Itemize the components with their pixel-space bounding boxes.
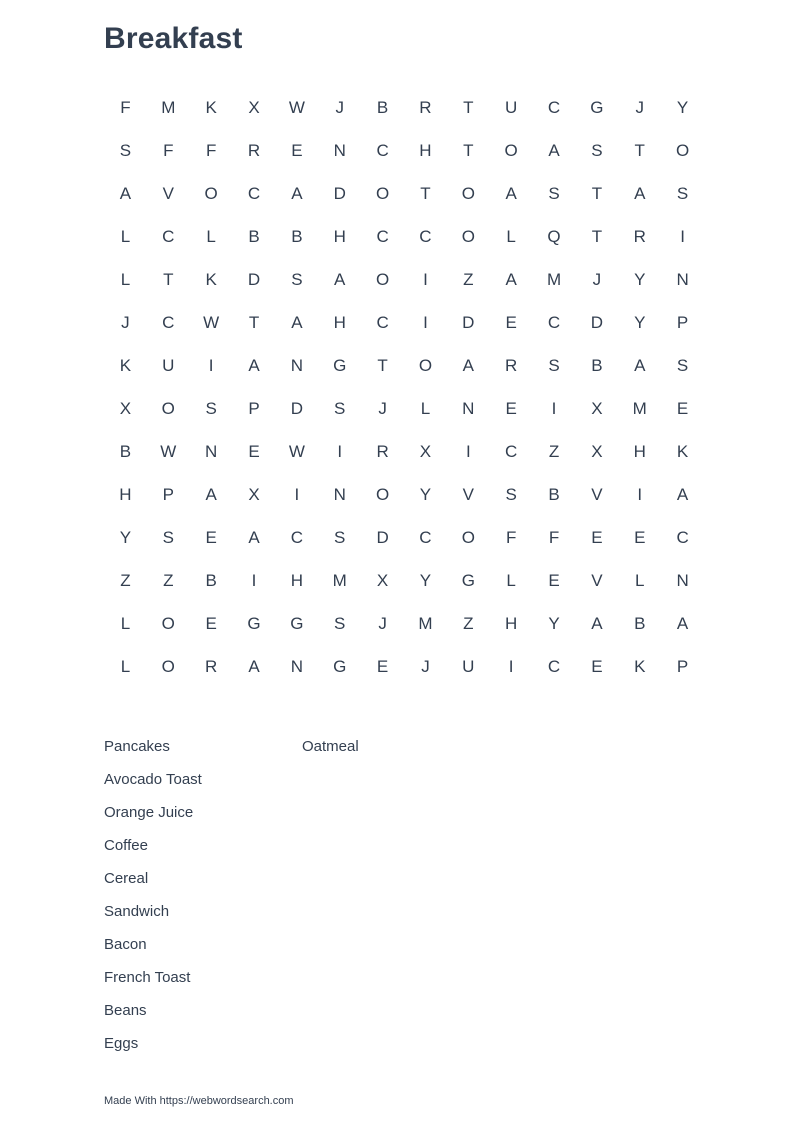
grid-cell[interactable]: Z <box>163 570 174 590</box>
grid-cell[interactable]: F <box>505 527 517 547</box>
grid-cell[interactable]: J <box>378 613 387 633</box>
grid-cell[interactable]: B <box>376 97 389 117</box>
word-list-item[interactable]: Orange Juice <box>104 804 194 821</box>
grid-cell[interactable]: O <box>461 527 475 547</box>
grid-cell[interactable]: D <box>462 312 475 332</box>
grid-cell[interactable]: T <box>248 312 260 332</box>
grid-cell[interactable]: L <box>206 226 216 246</box>
grid-cell[interactable]: I <box>294 484 300 504</box>
grid-cell[interactable]: S <box>162 527 174 547</box>
grid-cell[interactable]: S <box>548 355 560 375</box>
grid-cell[interactable]: I <box>423 269 428 289</box>
word-search-grid <box>104 86 704 688</box>
grid-cell[interactable]: E <box>676 398 689 418</box>
grid-cell[interactable]: Q <box>547 226 561 246</box>
grid-row <box>104 301 704 344</box>
grid-cell[interactable]: T <box>163 269 174 289</box>
grid-cell[interactable]: J <box>121 312 130 332</box>
grid-cell[interactable]: A <box>205 484 217 504</box>
grid-cell[interactable]: C <box>547 312 561 332</box>
grid-cell[interactable]: B <box>119 441 132 461</box>
grid-cell[interactable]: X <box>591 398 603 418</box>
grid-cell[interactable]: A <box>676 484 689 504</box>
grid-cell[interactable]: X <box>591 441 603 461</box>
grid-cell[interactable]: I <box>680 226 685 246</box>
grid-row <box>104 215 704 258</box>
grid-cell[interactable]: I <box>465 441 471 461</box>
grid-cell[interactable]: L <box>420 398 431 418</box>
page-title: Breakfast <box>104 22 243 55</box>
grid-cell[interactable]: S <box>334 398 346 418</box>
grid-cell[interactable]: R <box>505 355 518 375</box>
grid-cell[interactable]: X <box>248 484 260 504</box>
grid-cell[interactable]: E <box>591 656 603 676</box>
grid-cell[interactable]: J <box>635 97 644 117</box>
grid-cell[interactable]: F <box>120 97 131 117</box>
grid-row <box>104 129 704 172</box>
grid-cell[interactable]: Z <box>548 441 560 461</box>
grid-cell[interactable]: G <box>333 355 347 375</box>
grid-cell[interactable]: C <box>547 97 561 117</box>
grid-cell[interactable]: L <box>635 570 645 590</box>
grid-cell[interactable]: S <box>334 613 346 633</box>
grid-cell[interactable]: V <box>591 484 603 504</box>
grid-cell[interactable]: Y <box>119 527 132 547</box>
grid-cell[interactable]: J <box>378 398 387 418</box>
grid-cell[interactable]: L <box>120 656 131 676</box>
grid-cell[interactable]: Y <box>634 312 646 332</box>
grid-cell[interactable]: O <box>375 484 390 504</box>
grid-cell[interactable]: F <box>548 527 560 547</box>
grid-cell[interactable]: G <box>333 656 347 676</box>
grid-cell[interactable]: D <box>290 398 303 418</box>
grid-row <box>104 430 704 473</box>
grid-cell[interactable]: C <box>162 312 175 332</box>
grid-cell[interactable]: T <box>420 183 431 203</box>
grid-cell[interactable]: B <box>591 355 603 375</box>
grid-cell[interactable]: M <box>418 613 433 633</box>
grid-cell[interactable]: K <box>119 355 132 375</box>
grid-cell[interactable]: S <box>334 527 346 547</box>
grid-cell[interactable]: O <box>418 355 433 375</box>
grid-cell[interactable]: A <box>334 269 346 289</box>
word-list-item[interactable]: Eggs <box>104 1035 139 1052</box>
grid-cell[interactable]: O <box>161 398 175 418</box>
grid-cell[interactable]: O <box>461 226 475 246</box>
grid-cell[interactable]: W <box>288 97 305 117</box>
grid-cell[interactable]: A <box>548 140 560 160</box>
grid-cell[interactable]: N <box>205 441 218 461</box>
word-list <box>104 730 704 1070</box>
grid-cell[interactable]: G <box>590 97 604 117</box>
word-list-item[interactable]: Cereal <box>104 870 149 887</box>
grid-cell[interactable]: Z <box>463 269 474 289</box>
grid-cell[interactable]: A <box>505 183 517 203</box>
grid-cell[interactable]: Y <box>676 97 689 117</box>
grid-cell[interactable]: T <box>463 140 474 160</box>
grid-cell[interactable]: K <box>205 97 217 117</box>
grid-cell[interactable]: T <box>591 183 603 203</box>
grid-cell[interactable]: C <box>376 140 389 160</box>
grid-cell[interactable]: N <box>676 570 689 590</box>
grid-cell[interactable]: C <box>419 226 432 246</box>
grid-cell[interactable]: X <box>376 570 389 590</box>
grid-cell[interactable]: A <box>248 656 260 676</box>
grid-cell[interactable]: L <box>120 613 131 633</box>
grid-cell[interactable]: C <box>676 527 689 547</box>
grid-cell[interactable]: Y <box>419 570 432 590</box>
word-list-item[interactable]: Avocado Toast <box>104 771 202 788</box>
grid-cell[interactable]: A <box>462 355 474 375</box>
grid-cell[interactable]: S <box>676 355 689 375</box>
grid-cell[interactable]: S <box>505 484 517 504</box>
grid-cell[interactable]: H <box>333 312 346 332</box>
grid-cell[interactable]: G <box>290 613 304 633</box>
grid-cell[interactable]: M <box>632 398 647 418</box>
grid-cell[interactable]: J <box>335 97 344 117</box>
grid-cell[interactable]: O <box>675 140 690 160</box>
grid-cell[interactable]: N <box>333 140 346 160</box>
grid-cell[interactable]: O <box>161 613 175 633</box>
grid-cell[interactable]: X <box>248 97 260 117</box>
grid-cell[interactable]: O <box>161 656 175 676</box>
grid-cell[interactable]: F <box>205 140 217 160</box>
grid-cell[interactable]: P <box>248 398 260 418</box>
grid-cell[interactable]: I <box>337 441 343 461</box>
grid-cell[interactable]: P <box>676 312 689 332</box>
grid-cell[interactable]: D <box>590 312 604 332</box>
grid-cell[interactable]: V <box>162 183 174 203</box>
grid-cell[interactable]: H <box>290 570 303 590</box>
grid-cell[interactable]: C <box>162 226 175 246</box>
grid-cell[interactable]: S <box>548 183 560 203</box>
grid-cell[interactable]: N <box>290 355 303 375</box>
grid-cell[interactable]: C <box>247 183 261 203</box>
grid-row <box>104 344 704 387</box>
grid-cell[interactable]: N <box>676 269 689 289</box>
grid-cell[interactable]: U <box>462 656 475 676</box>
grid-cell[interactable]: E <box>548 570 560 590</box>
grid-cell[interactable]: A <box>291 183 303 203</box>
grid-cell[interactable]: S <box>676 183 689 203</box>
footer-credit: Made With https://webwordsearch.com <box>104 1095 294 1107</box>
grid-row <box>104 86 704 129</box>
grid-cell[interactable]: W <box>160 441 177 461</box>
grid-cell[interactable]: A <box>505 269 517 289</box>
word-list-item[interactable]: Coffee <box>104 837 148 854</box>
grid-cell[interactable]: B <box>634 613 646 633</box>
word-list-item[interactable]: Pancakes <box>104 738 170 755</box>
grid-cell[interactable]: I <box>251 570 257 590</box>
grid-cell[interactable]: T <box>463 97 474 117</box>
grid-cell[interactable]: Y <box>634 269 646 289</box>
grid-cell[interactable]: X <box>419 441 432 461</box>
grid-cell[interactable]: E <box>591 527 603 547</box>
grid-cell[interactable]: T <box>377 355 388 375</box>
grid-cell[interactable]: P <box>162 484 174 504</box>
grid-row <box>104 473 704 516</box>
grid-cell[interactable]: V <box>591 570 603 590</box>
grid-cell[interactable]: P <box>676 656 689 676</box>
grid-cell[interactable]: I <box>208 355 214 375</box>
grid-cell[interactable]: T <box>591 226 603 246</box>
grid-cell[interactable]: E <box>205 613 217 633</box>
grid-cell[interactable]: M <box>161 97 176 117</box>
grid-cell[interactable]: S <box>591 140 603 160</box>
grid-cell[interactable]: C <box>547 656 561 676</box>
grid-cell[interactable]: K <box>205 269 217 289</box>
grid-cell[interactable]: C <box>505 441 518 461</box>
grid-cell[interactable]: A <box>119 183 132 203</box>
grid-row <box>104 387 704 430</box>
word-list-item[interactable]: Bacon <box>104 936 147 953</box>
grid-cell[interactable]: M <box>332 570 347 590</box>
grid-cell[interactable]: E <box>248 441 260 461</box>
grid-cell[interactable]: S <box>291 269 303 289</box>
grid-cell[interactable]: H <box>419 140 432 160</box>
grid-cell[interactable]: T <box>634 140 645 160</box>
grid-cell[interactable]: A <box>634 183 646 203</box>
grid-cell[interactable]: S <box>205 398 217 418</box>
grid-cell[interactable]: H <box>505 613 518 633</box>
grid-cell[interactable]: G <box>247 613 261 633</box>
grid-cell[interactable]: L <box>120 226 131 246</box>
grid-cell[interactable]: I <box>508 656 514 676</box>
grid-cell[interactable]: U <box>505 97 518 117</box>
grid-row <box>104 602 704 645</box>
grid-cell[interactable]: L <box>506 226 516 246</box>
grid-cell[interactable]: O <box>461 183 475 203</box>
grid-cell[interactable]: H <box>333 226 346 246</box>
grid-cell[interactable]: N <box>462 398 475 418</box>
grid-row <box>104 516 704 559</box>
grid-cell[interactable]: D <box>247 269 261 289</box>
word-list-item[interactable]: Beans <box>104 1002 147 1019</box>
grid-cell[interactable]: N <box>333 484 346 504</box>
grid-row <box>104 258 704 301</box>
grid-cell[interactable]: O <box>504 140 518 160</box>
grid-cell[interactable]: O <box>375 269 390 289</box>
grid-cell[interactable]: B <box>248 226 260 246</box>
word-list-item[interactable]: Oatmeal <box>302 738 359 755</box>
grid-cell[interactable]: W <box>203 312 220 332</box>
grid-cell[interactable]: J <box>592 269 602 289</box>
grid-cell[interactable]: E <box>505 312 517 332</box>
grid-cell[interactable]: H <box>633 441 646 461</box>
grid-cell[interactable]: A <box>634 355 646 375</box>
grid-row <box>104 645 704 688</box>
grid-cell[interactable]: X <box>119 398 132 418</box>
grid-cell[interactable]: K <box>676 441 689 461</box>
grid-cell[interactable]: D <box>376 527 389 547</box>
grid-cell[interactable]: O <box>375 183 390 203</box>
grid-cell[interactable]: L <box>506 570 516 590</box>
grid-cell[interactable]: E <box>205 527 217 547</box>
grid-cell[interactable]: C <box>376 226 389 246</box>
grid-cell[interactable]: I <box>551 398 557 418</box>
grid-cell[interactable]: U <box>162 355 175 375</box>
grid-cell[interactable]: E <box>376 656 389 676</box>
grid-row <box>104 172 704 215</box>
grid-cell[interactable]: D <box>333 183 346 203</box>
grid-cell[interactable]: F <box>163 140 174 160</box>
grid-cell[interactable]: G <box>461 570 475 590</box>
grid-cell[interactable]: I <box>423 312 428 332</box>
word-list-item[interactable]: Sandwich <box>104 903 170 920</box>
grid-cell[interactable]: S <box>119 140 132 160</box>
grid-cell[interactable]: R <box>419 97 432 117</box>
grid-cell[interactable]: R <box>376 441 389 461</box>
grid-cell[interactable]: R <box>633 226 646 246</box>
grid-cell[interactable]: Z <box>463 613 474 633</box>
grid-cell[interactable]: I <box>637 484 643 504</box>
grid-cell[interactable]: Y <box>419 484 432 504</box>
grid-cell[interactable]: V <box>462 484 474 504</box>
grid-cell[interactable]: A <box>291 312 303 332</box>
grid-cell[interactable]: A <box>676 613 689 633</box>
grid-cell[interactable]: R <box>205 656 218 676</box>
grid-cell[interactable]: Z <box>120 570 131 590</box>
grid-cell[interactable]: B <box>548 484 560 504</box>
grid-cell[interactable]: A <box>248 355 260 375</box>
grid-cell[interactable]: B <box>205 570 217 590</box>
grid-cell[interactable]: E <box>505 398 517 418</box>
grid-cell[interactable]: A <box>248 527 260 547</box>
grid-cell[interactable]: J <box>421 656 430 676</box>
word-list-item[interactable]: French Toast <box>104 969 191 986</box>
grid-cell[interactable]: C <box>419 527 432 547</box>
grid-cell[interactable]: E <box>291 140 303 160</box>
grid-cell[interactable]: R <box>247 140 261 160</box>
grid-cell[interactable]: B <box>291 226 303 246</box>
grid-cell[interactable]: W <box>288 441 305 461</box>
grid-row <box>104 559 704 602</box>
grid-cell[interactable]: A <box>591 613 603 633</box>
grid-cell[interactable]: C <box>376 312 389 332</box>
grid-cell[interactable]: Y <box>548 613 560 633</box>
grid-cell[interactable]: M <box>546 269 562 289</box>
grid-cell[interactable]: E <box>634 527 646 547</box>
grid-cell[interactable]: C <box>290 527 303 547</box>
grid-cell[interactable]: O <box>204 183 218 203</box>
grid-cell[interactable]: K <box>634 656 646 676</box>
grid-cell[interactable]: L <box>120 269 131 289</box>
grid-cell[interactable]: N <box>290 656 303 676</box>
grid-cell[interactable]: H <box>119 484 132 504</box>
